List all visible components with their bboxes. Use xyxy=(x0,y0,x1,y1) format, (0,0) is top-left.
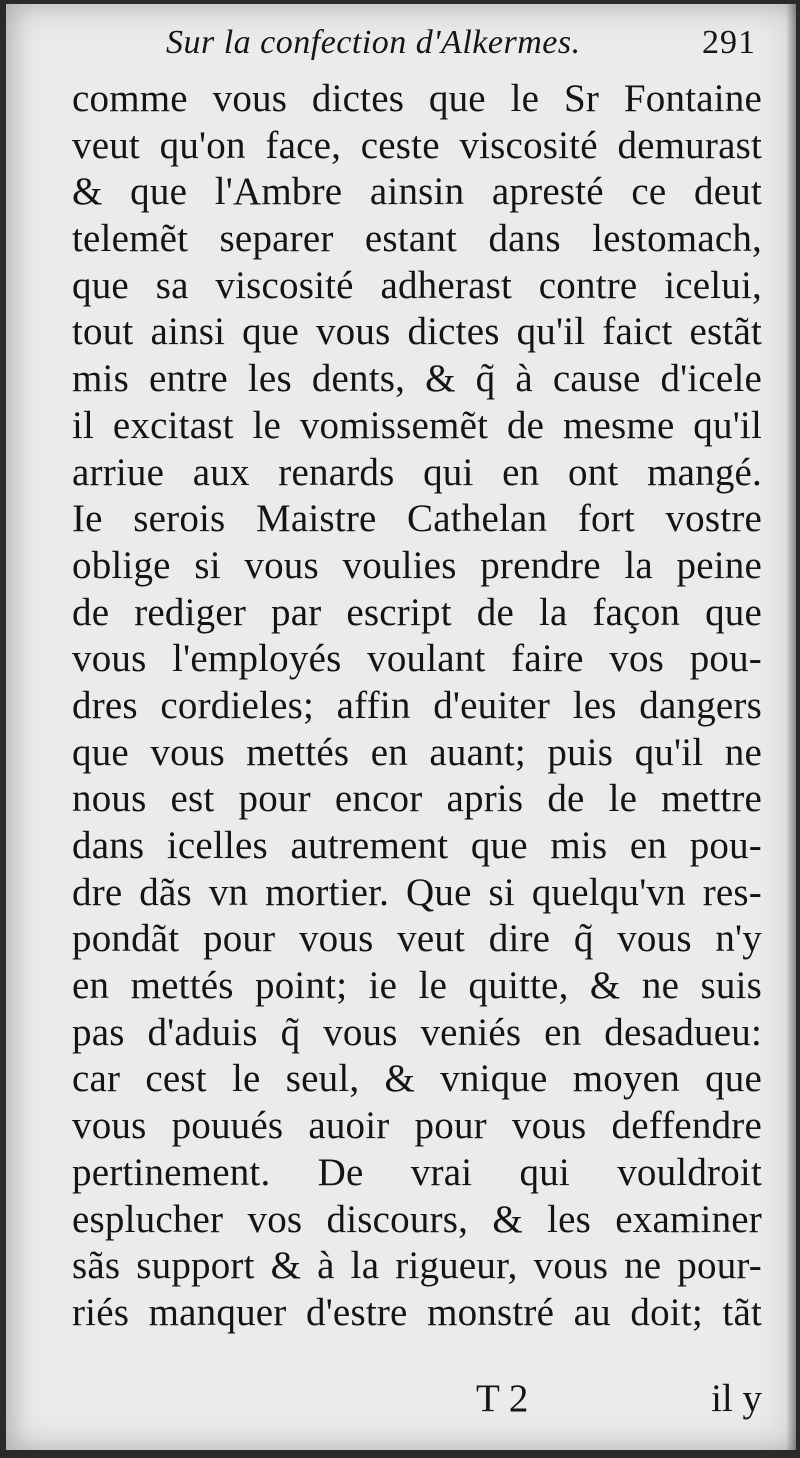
running-title: Sur la confection d'Alkermes. xyxy=(166,24,581,61)
text-line: nous est pour encor apris de le mettre xyxy=(72,777,762,821)
text-line: oblige si vous voulies prendre la peine xyxy=(72,543,762,587)
text-line: pas d'aduis q̃ vous veniés en desadueu: xyxy=(72,1010,762,1054)
text-line: tout ainsi que vous dictes qu'il faict estãt xyxy=(72,310,762,354)
text-line: vous pouués auoir pour vous deffendre xyxy=(72,1104,762,1148)
text-line: de rediger par escript de la façon que xyxy=(72,590,762,634)
text-line: mis entre les dents, & q̃ à cause d'icele xyxy=(72,357,762,401)
text-line: riés manquer d'estre monstré au doit; tãt xyxy=(72,1290,762,1334)
text-line: dre dãs vn mortier. Que si quelqu'vn res- xyxy=(72,870,762,914)
body-text xyxy=(72,76,762,1337)
text-line: dans icelles autrement que mis en pou- xyxy=(72,824,762,867)
text-line: que sa viscosité adherast contre icelui, xyxy=(72,263,762,307)
text-line: esplucher vos discours, & les examiner xyxy=(72,1197,762,1241)
text-line: dres cordieles; affin d'euiter les dangers xyxy=(72,683,762,727)
text-line: & que l'Ambre ainsin apresté ce deut xyxy=(72,170,762,214)
text-line: il excitast le vomissemẽt de mesme qu'il xyxy=(72,403,762,447)
text-line: vous l'employés voulant faire vos pou- xyxy=(72,637,762,681)
text-line: telemẽt separer estant dans lestomach, xyxy=(72,217,762,261)
signature-mark: T 2 xyxy=(476,1377,529,1420)
catchword: il y xyxy=(711,1377,762,1420)
text-line: car cest le seul, & vnique moyen que xyxy=(72,1057,762,1101)
text-line: arriue aux renards qui en ont mangé. xyxy=(72,450,762,494)
text-line: que vous mettés en auant; puis qu'il ne xyxy=(72,730,762,774)
page-footer xyxy=(72,1376,762,1426)
text-line: pondãt pour vous veut dire q̃ vous n'y xyxy=(72,917,762,961)
page-number: 291 xyxy=(702,24,756,61)
running-head xyxy=(166,18,756,78)
text-line: veut qu'on face, ceste viscosité demurast xyxy=(72,123,762,167)
text-line: Ie serois Maistre Cathelan fort vostre xyxy=(72,497,762,541)
text-line: en mettés point; ie le quitte, & ne suis xyxy=(72,964,762,1008)
text-line: pertinement. De vrai qui vouldroit xyxy=(72,1150,762,1194)
text-line: sãs support & à la rigueur, vous ne pour- xyxy=(72,1244,762,1288)
text-line: comme vous dictes que le Sr Fontaine xyxy=(72,77,762,120)
book-page xyxy=(6,4,796,1450)
